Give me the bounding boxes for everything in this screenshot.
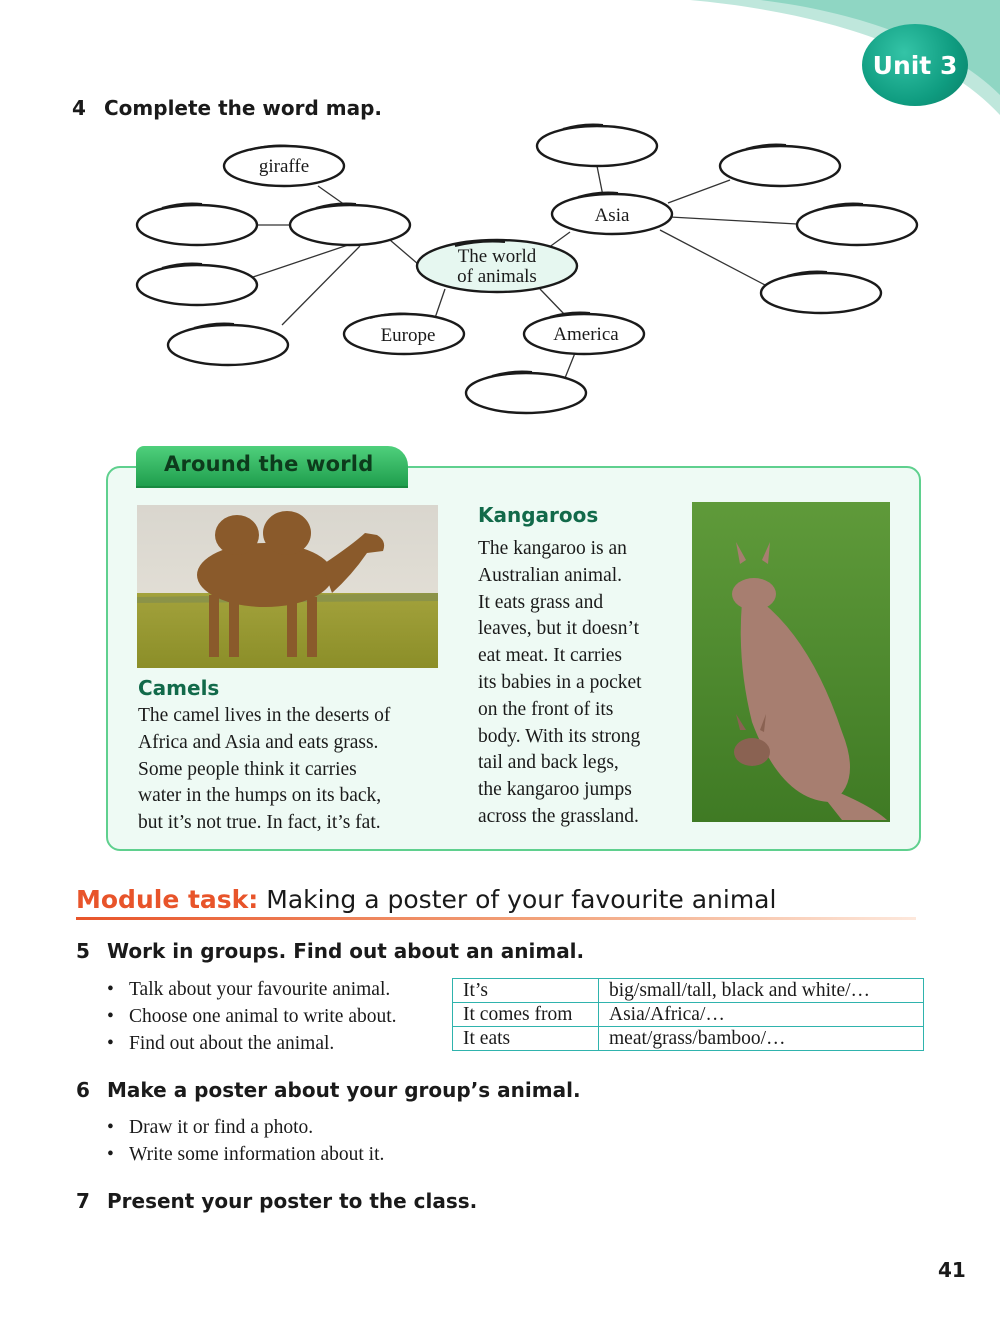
table-cell: meat/grass/bamboo/… <box>599 1027 924 1051</box>
camels-heading: Camels <box>138 676 220 700</box>
info-table <box>452 978 924 1051</box>
kangaroos-heading: Kangaroos <box>478 503 599 527</box>
camel-photo <box>137 505 438 668</box>
exercise-6-number: 6 <box>76 1078 90 1102</box>
exercise-5-title: Work in groups. Find out about an animal. <box>107 939 585 963</box>
giraffe-label: giraffe <box>258 156 310 177</box>
table-row <box>453 1003 924 1027</box>
around-the-world-title: Around the world <box>164 452 374 476</box>
node-blank <box>290 205 410 245</box>
exercise-5-bullets <box>107 979 397 1060</box>
node-blank <box>537 126 657 166</box>
table-cell: It’s <box>453 979 599 1003</box>
camels-text: The camel lives in the deserts of Africa and Asia and eats grass. Some people think it carries water in the humps on its back, but it’s not true. In fact, it’s fat. <box>138 705 391 834</box>
unit-badge: Unit 3 <box>862 24 968 106</box>
exercise-6-bullets <box>107 1117 384 1171</box>
list-item: • Choose one animal to write about. <box>107 1006 397 1033</box>
asia-label: Asia <box>594 205 630 226</box>
module-task-title <box>76 885 776 914</box>
list-item: • Talk about your favourite animal. <box>107 979 397 1006</box>
list-item: • Draw it or find a photo. <box>107 1117 384 1144</box>
word-map <box>120 115 930 425</box>
list-item: • Find out about the animal. <box>107 1033 397 1060</box>
module-task-lead: Module task: <box>76 885 259 914</box>
table-cell: Asia/Africa/… <box>599 1003 924 1027</box>
kangaroo-photo <box>692 502 890 822</box>
node-blank <box>797 205 917 245</box>
node-blank <box>168 325 288 365</box>
node-blank <box>137 265 257 305</box>
table-cell: big/small/tall, black and white/… <box>599 979 924 1003</box>
kangaroos-text: The kangaroo is an Australian animal. It eats grass and leaves, but it doesn’t eat meat. It carries its babies in a pocket on the front of its body. With its strong tail and back legs, the kangaroo jumps across the grassland. <box>478 538 642 827</box>
node-blank <box>720 146 840 186</box>
center-label-line2: of animals <box>457 266 537 287</box>
exercise-7-title: Present your poster to the class. <box>107 1189 478 1213</box>
node-blank <box>137 205 257 245</box>
exercise-7-number: 7 <box>76 1189 90 1213</box>
exercise-6-title: Make a poster about your group’s animal. <box>107 1078 581 1102</box>
america-label: America <box>553 324 619 345</box>
node-blank <box>466 373 586 413</box>
table-row <box>453 1027 924 1051</box>
exercise-4-title: Complete the word map. <box>104 96 383 120</box>
exercise-5-number: 5 <box>76 939 90 963</box>
module-task-subtitle: Making a poster of your favourite animal <box>266 885 777 914</box>
table-cell: It comes from <box>453 1003 599 1027</box>
exercise-4-number: 4 <box>72 96 86 120</box>
node-blank <box>761 273 881 313</box>
list-item: • Write some information about it. <box>107 1144 384 1171</box>
center-label-line1: The world <box>457 246 537 267</box>
table-cell: It eats <box>453 1027 599 1051</box>
europe-label: Europe <box>380 325 436 346</box>
module-task-rule <box>76 917 916 920</box>
page-number: 41 <box>938 1258 966 1282</box>
table-row <box>453 979 924 1003</box>
